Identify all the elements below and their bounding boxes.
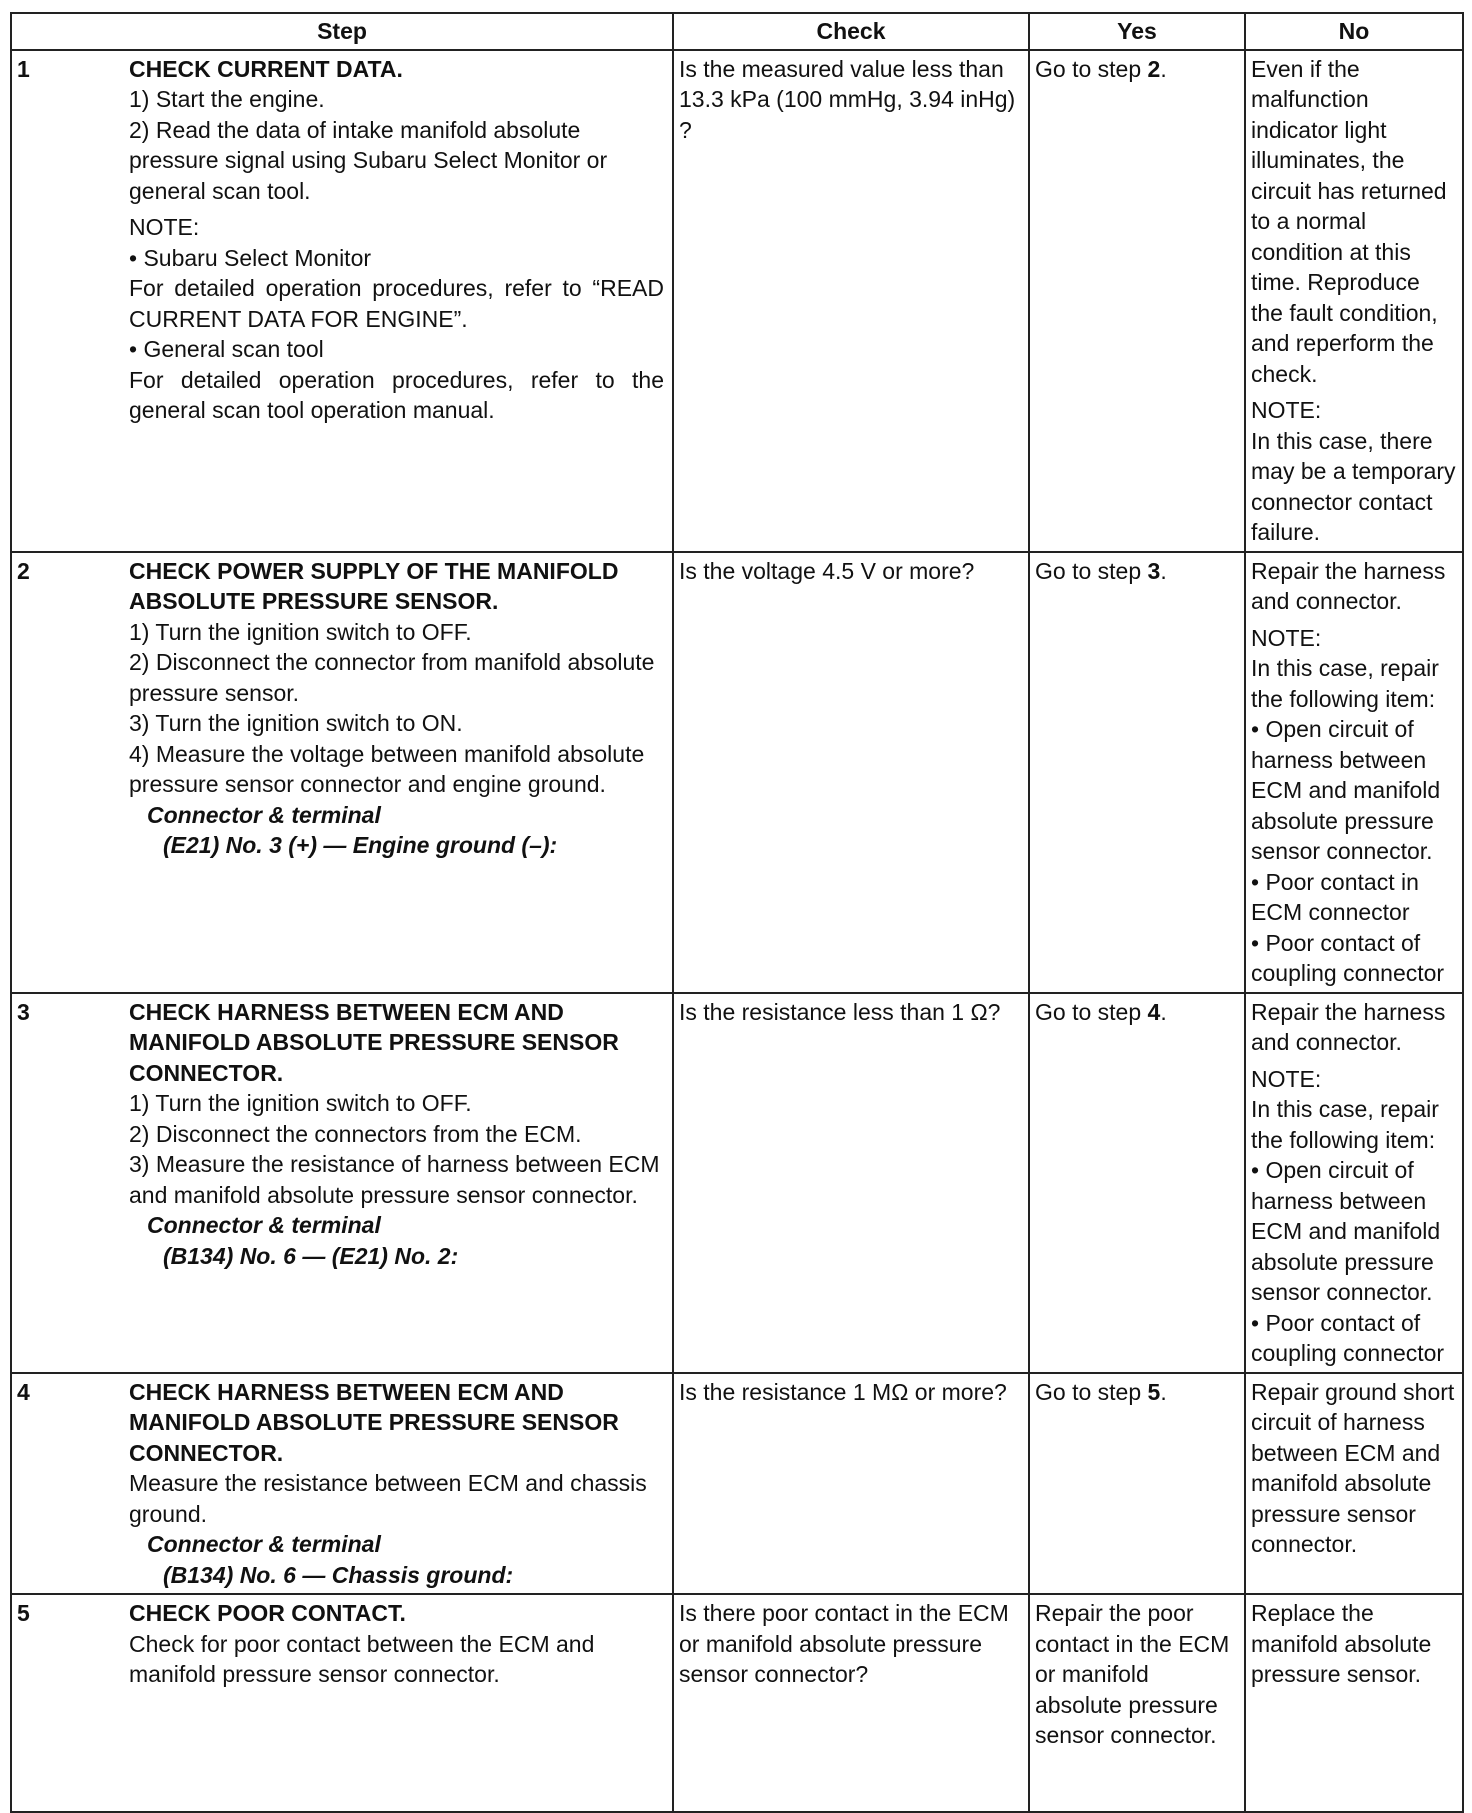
- yes-cell: Go to step 5.: [1029, 1373, 1245, 1595]
- no-note-label: NOTE:: [1251, 624, 1322, 651]
- header-no: No: [1245, 13, 1463, 50]
- yes-text: Go to step: [1035, 557, 1148, 584]
- step-line: 1) Start the engine.: [129, 86, 325, 112]
- no-text: Even if the malfunction indicator light illuminates, the circuit has returned to a normal condition at this time. Reproduce the fault condition, and reperform the check.: [1251, 55, 1447, 387]
- no-note-label: NOTE:: [1251, 1065, 1322, 1092]
- step-line: 1) Turn the ignition switch to OFF.: [129, 1090, 472, 1116]
- step-content: [129, 1594, 673, 1812]
- step-line: Check for poor contact between the ECM and manifold pressure sensor connector.: [129, 1630, 595, 1687]
- check-cell: Is the resistance 1 MΩ or more?: [673, 1373, 1029, 1595]
- step-content: [129, 552, 673, 993]
- no-text: Repair ground short circuit of harness between ECM and manifold absolute pressure sensor connector.: [1251, 1378, 1455, 1557]
- step-number: 3: [11, 993, 129, 1373]
- step-content: [129, 993, 673, 1373]
- step-title: CHECK POOR CONTACT.: [129, 1600, 406, 1626]
- step-title: CHECK CURRENT DATA.: [129, 55, 403, 82]
- yes-step: 3: [1147, 557, 1161, 584]
- yes-step: 5: [1147, 1378, 1161, 1405]
- no-bullet: • Open circuit of harness between ECM and manifold absolute pressure sensor connector.: [1251, 1155, 1457, 1308]
- table-header-row: [11, 13, 1463, 50]
- note-text: For detailed operation procedures, refer to “READ CURRENT DATA FOR ENGINE”.: [129, 275, 664, 332]
- step-number: 2: [11, 552, 129, 993]
- header-check: Check: [673, 13, 1029, 50]
- no-bullet: • Poor contact of coupling connector: [1251, 1308, 1457, 1369]
- connector-terminal-value: (B134) No. 6 — Chassis ground:: [163, 1561, 514, 1588]
- connector-terminal-value: (E21) No. 3 (+) — Engine ground (–):: [163, 832, 558, 858]
- check-cell: Is the voltage 4.5 V or more?: [673, 552, 1029, 993]
- step-line: 3) Turn the ignition switch to ON.: [129, 710, 463, 736]
- diagnostic-procedure: [10, 12, 1462, 1813]
- no-cell: [1245, 1373, 1463, 1595]
- yes-cell: Repair the poor contact in the ECM or manifold absolute pressure sensor connector.: [1029, 1594, 1245, 1812]
- header-yes: Yes: [1029, 13, 1245, 50]
- no-cell: [1245, 552, 1463, 993]
- table-row: [11, 1594, 1463, 1812]
- no-cell: [1245, 993, 1463, 1373]
- diagnostic-table: [10, 12, 1464, 1813]
- note-text: For detailed operation procedures, refer to the general scan tool operation manual.: [129, 366, 664, 423]
- connector-terminal-label: Connector & terminal: [147, 801, 381, 828]
- step-content: [129, 50, 673, 552]
- no-text: Repair the harness and connector.: [1251, 998, 1446, 1055]
- step-number: 5: [11, 1594, 129, 1812]
- no-bullet: • Open circuit of harness between ECM and manifold absolute pressure sensor connector.: [1251, 714, 1457, 867]
- step-line: 3) Measure the resistance of harness between ECM and manifold absolute pressure sensor connector.: [129, 1151, 660, 1208]
- step-number: 4: [11, 1373, 129, 1595]
- step-line: 2) Read the data of intake manifold absolute pressure signal using Subaru Select Monitor or general scan tool.: [129, 116, 608, 204]
- no-cell: [1245, 50, 1463, 552]
- step-line: Measure the resistance between ECM and chassis ground.: [129, 1470, 647, 1527]
- connector-terminal-label: Connector & terminal: [147, 1531, 381, 1557]
- no-note: In this case, repair the following item:: [1251, 1096, 1439, 1153]
- yes-text: Go to step: [1035, 998, 1148, 1025]
- step-line: 2) Disconnect the connectors from the ECM.: [129, 1120, 582, 1147]
- no-bullet: • Poor contact of coupling connector: [1251, 928, 1457, 989]
- no-note: In this case, repair the following item:: [1251, 655, 1439, 712]
- step-title: CHECK HARNESS BETWEEN ECM AND MANIFOLD ABSOLUTE PRESSURE SENSOR CONNECTOR.: [129, 1378, 619, 1466]
- yes-step: 2: [1147, 55, 1161, 82]
- step-content: [129, 1373, 673, 1595]
- no-bullet: • Poor contact in ECM connector: [1251, 867, 1457, 928]
- yes-cell: Go to step 2.: [1029, 50, 1245, 552]
- note-bullet: • Subaru Select Monitor: [129, 243, 664, 274]
- check-cell: Is the resistance less than 1 Ω?: [673, 993, 1029, 1373]
- note-label: NOTE:: [129, 214, 200, 240]
- connector-terminal-value: (B134) No. 6 — (E21) No. 2:: [163, 1242, 459, 1269]
- step-title: CHECK HARNESS BETWEEN ECM AND MANIFOLD ABSOLUTE PRESSURE SENSOR CONNECTOR.: [129, 998, 619, 1086]
- check-cell: Is the measured value less than 13.3 kPa (100 mmHg, 3.94 inHg) ?: [673, 50, 1029, 552]
- yes-text: Go to step: [1035, 55, 1148, 82]
- step-line: 2) Disconnect the connector from manifold absolute pressure sensor.: [129, 649, 655, 706]
- no-cell: [1245, 1594, 1463, 1812]
- header-step: Step: [11, 13, 673, 50]
- step-line: 4) Measure the voltage between manifold absolute pressure sensor connector and engine ground.: [129, 740, 645, 797]
- step-title: CHECK POWER SUPPLY OF THE MANIFOLD ABSOLUTE PRESSURE SENSOR.: [129, 557, 619, 614]
- no-text: Replace the manifold absolute pressure sensor.: [1251, 1600, 1432, 1687]
- yes-step: 4: [1147, 998, 1161, 1025]
- note-bullet: • General scan tool: [129, 334, 664, 365]
- table-row: [11, 50, 1463, 552]
- yes-cell: Go to step 3.: [1029, 552, 1245, 993]
- no-note-label: NOTE:: [1251, 397, 1322, 423]
- table-row: [11, 552, 1463, 993]
- yes-text: Go to step: [1035, 1378, 1148, 1405]
- table-row: [11, 1373, 1463, 1595]
- connector-terminal-label: Connector & terminal: [147, 1212, 381, 1238]
- step-number: 1: [11, 50, 129, 552]
- no-note: In this case, there may be a temporary connector contact failure.: [1251, 427, 1456, 545]
- table-row: [11, 993, 1463, 1373]
- check-cell: Is there poor contact in the ECM or manifold absolute pressure sensor connector?: [673, 1594, 1029, 1812]
- no-text: Repair the harness and connector.: [1251, 557, 1446, 614]
- step-line: 1) Turn the ignition switch to OFF.: [129, 618, 472, 645]
- yes-cell: Go to step 4.: [1029, 993, 1245, 1373]
